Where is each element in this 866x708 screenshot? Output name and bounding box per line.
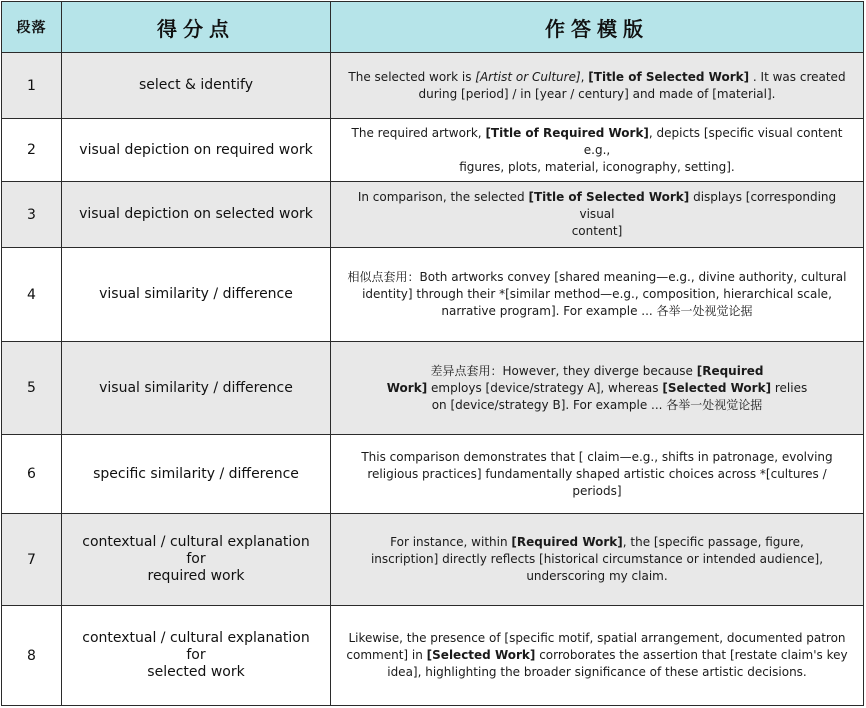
template-line: religious practices] fundamentally shaped artistic choices across *[cultures / periods] — [367, 466, 827, 498]
template-text — [331, 53, 864, 119]
paragraph-number: 4 — [2, 248, 62, 342]
table-row — [2, 248, 864, 342]
scoring-point: specific similarity / difference — [62, 435, 331, 514]
template-text — [331, 119, 864, 182]
header-answer-template: 作答模版 — [331, 2, 864, 53]
template-text — [331, 514, 864, 606]
template-line: comment] in [Selected Work] corroborates the assertion that [restate claim's key — [346, 648, 848, 662]
table-row — [2, 514, 864, 606]
table-row — [2, 182, 864, 248]
template-line: For instance, within [Required Work], the [specific passage, figure, — [390, 535, 804, 549]
table-row — [2, 119, 864, 182]
header-paragraph: 段落 — [2, 2, 62, 53]
template-line: underscoring my claim. — [526, 569, 668, 583]
table-row — [2, 435, 864, 514]
template-line: The required artwork, [Title of Required Work], depicts [specific visual content e.g., — [351, 125, 843, 157]
paragraph-number: 6 — [2, 435, 62, 514]
template-line: 差异点套用：However, they diverge because [Required — [430, 363, 764, 378]
scoring-point — [62, 606, 331, 706]
template-line: The selected work is [Artist or Culture], [Title of Selected Work] . It was created — [348, 69, 846, 84]
template-line: during [period] / in [year / century] and made of [material]. — [418, 86, 776, 101]
paragraph-number: 5 — [2, 342, 62, 435]
table-row — [2, 53, 864, 119]
scoring-point-line: selected work — [147, 664, 245, 680]
template-text — [331, 182, 864, 248]
scoring-point: select & identify — [62, 53, 331, 119]
paragraph-number: 7 — [2, 514, 62, 606]
scoring-point-line: contextual / cultural explanation for — [82, 630, 310, 663]
template-line: Likewise, the presence of [specific motif, spatial arrangement, documented patron — [348, 631, 846, 645]
template-line: figures, plots, material, iconography, setting]. — [459, 159, 735, 174]
template-line: on [device/strategy B]. For example ... 各举一处视觉论据 — [431, 397, 763, 412]
scoring-point: visual similarity / difference — [62, 342, 331, 435]
template-line: narrative program]. For example ... 各举一处视觉论据 — [441, 304, 753, 318]
scoring-point: visual depiction on selected work — [62, 182, 331, 248]
template-line: inscription] directly reflects [historical circumstance or intended audience], — [370, 552, 824, 566]
template-text — [331, 248, 864, 342]
scoring-point-line: contextual / cultural explanation for — [82, 534, 310, 567]
template-line: In comparison, the selected [Title of Selected Work] displays [corresponding visual — [357, 190, 837, 221]
template-line: 相似点套用：Both artworks convey [shared meaning—e.g., divine authority, cultural — [347, 270, 847, 284]
paragraph-number: 3 — [2, 182, 62, 248]
paragraph-number: 2 — [2, 119, 62, 182]
table-row — [2, 342, 864, 435]
scoring-point: visual depiction on required work — [62, 119, 331, 182]
template-line: idea], highlighting the broader significance of these artistic decisions. — [387, 665, 807, 679]
template-line: content] — [571, 224, 623, 238]
header-scoring-points: 得分点 — [62, 2, 331, 53]
template-text — [331, 342, 864, 435]
paragraph-number: 1 — [2, 53, 62, 119]
scoring-point — [62, 514, 331, 606]
template-line: identity] through their *[similar method—e.g., composition, hierarchical scale, — [362, 287, 832, 301]
template-line: Work] employs [device/strategy A], whereas [Selected Work] relies — [386, 380, 808, 395]
scoring-point-line: required work — [147, 568, 245, 584]
paragraph-number: 8 — [2, 606, 62, 706]
header-row — [2, 2, 864, 53]
answer-template-table — [1, 1, 864, 706]
table-row — [2, 606, 864, 706]
template-text — [331, 435, 864, 514]
template-line: This comparison demonstrates that [ claim—e.g., shifts in patronage, evolving — [361, 449, 833, 464]
template-text — [331, 606, 864, 706]
scoring-point: visual similarity / difference — [62, 248, 331, 342]
